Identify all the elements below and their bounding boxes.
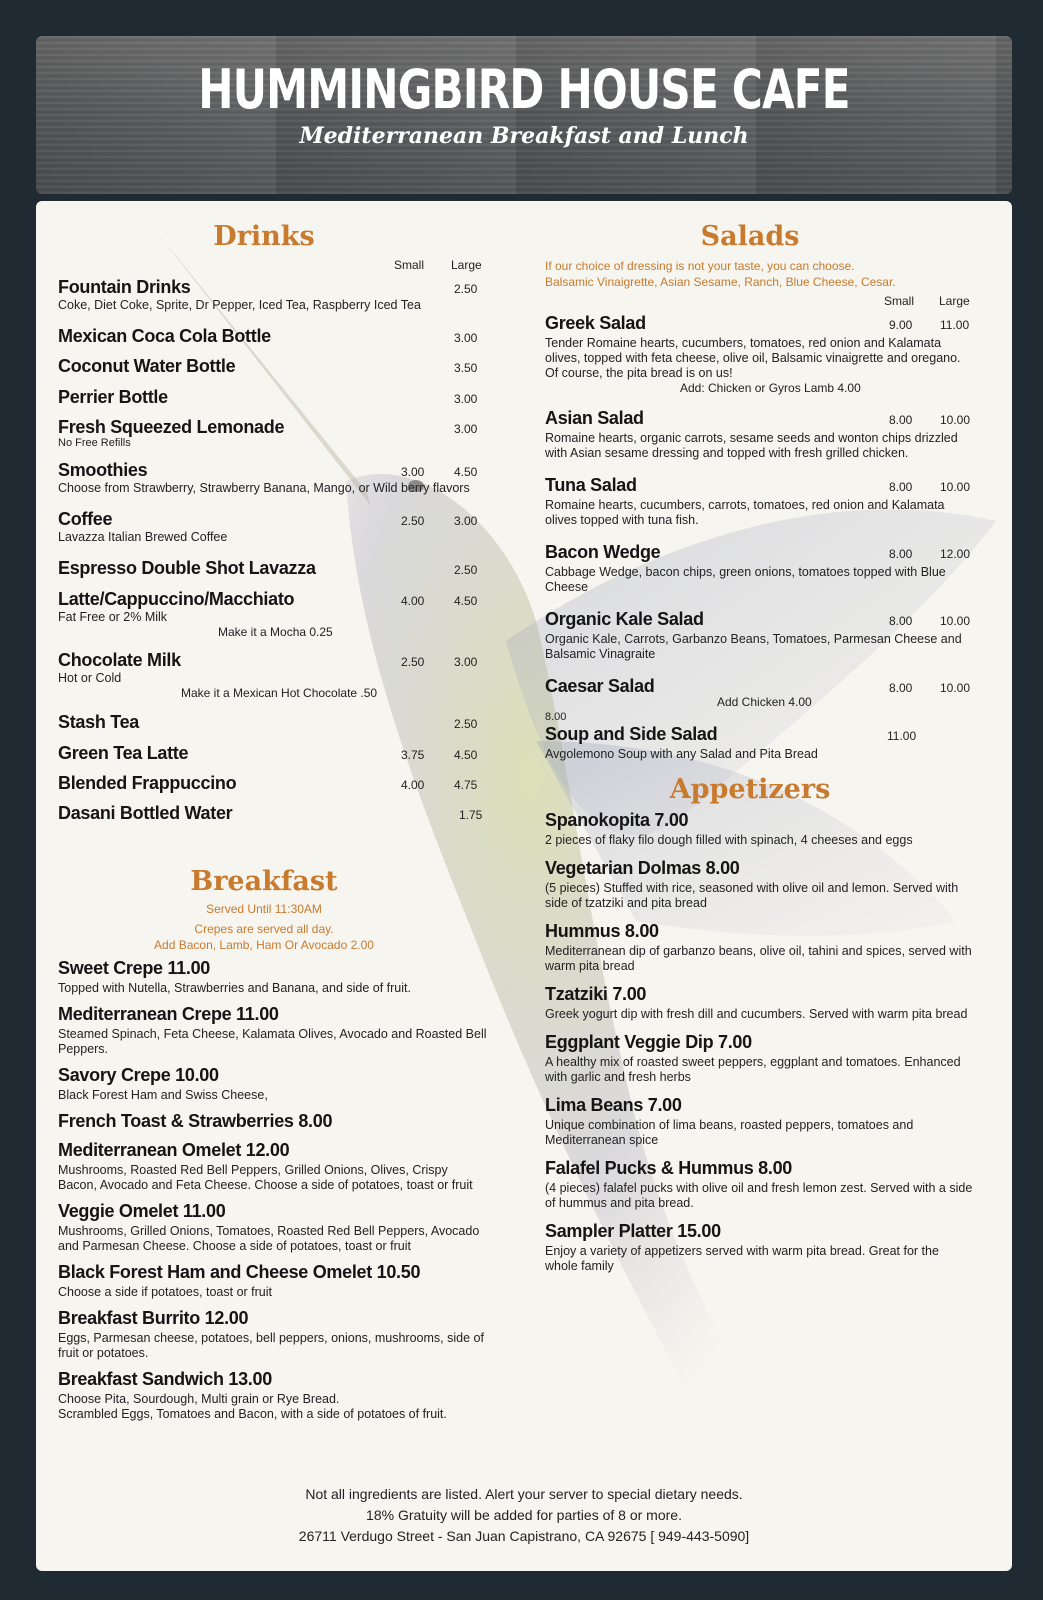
salad-price-large: 10.00: [940, 681, 971, 695]
salad-desc: Avgolemono Soup with any Salad and Pita Bread: [545, 747, 818, 761]
salad-item-soup: [545, 723, 975, 745]
breakfast-item-name: Breakfast Burrito 12.00: [58, 1308, 249, 1328]
salad-name: Asian Salad: [545, 408, 644, 428]
drink-price-large: 1.75: [459, 808, 483, 822]
drink-item-green-tea: [58, 742, 490, 772]
appetizer-list: [545, 809, 975, 1274]
breakfast-item-name: Mediterranean Crepe 11.00: [58, 1004, 279, 1024]
drink-price-large: 4.50: [454, 594, 478, 608]
drink-price-small: 3.00: [401, 465, 425, 479]
breakfast-note-addons: Add Bacon, Lamb, Ham Or Avocado 2.00: [154, 938, 374, 952]
salad-desc: Romaine hearts, cucumbers, carrots, tomatoes, red onion and Kalamata olives topped with tuna fish.: [545, 498, 945, 527]
appetizer-item-name: Sampler Platter 15.00: [545, 1221, 721, 1241]
drink-price-large: 3.00: [454, 331, 478, 345]
drink-desc: Coke, Diet Coke, Sprite, Dr Pepper, Iced Tea, Raspberry Iced Tea: [58, 298, 421, 312]
drink-price-large: 4.50: [454, 748, 478, 762]
salads-size-header: [545, 294, 975, 312]
appetizer-item-name: Vegetarian Dolmas 8.00: [545, 858, 740, 878]
size-small-label: Small: [884, 294, 915, 308]
drink-item-smoothies: [58, 459, 490, 481]
drink-item-frappuccino: [58, 772, 490, 802]
breakfast-item-name: Veggie Omelet 11.00: [58, 1201, 226, 1221]
footer-address: 26711 Verdugo Street - San Juan Capistrano, CA 92675 [ 949-443-5090]: [298, 1528, 750, 1544]
appetizer-item-name: Falafel Pucks & Hummus 8.00: [545, 1158, 793, 1178]
salad-item-asian: [545, 407, 975, 429]
appetizer-item-name: Lima Beans 7.00: [545, 1095, 682, 1115]
drink-price-large: 4.75: [454, 778, 478, 792]
breakfast-item-name: Black Forest Ham and Cheese Omelet 10.50: [58, 1262, 421, 1282]
drink-item-coconut: [58, 355, 490, 386]
salad-desc: Tender Romaine hearts, cucumbers, tomatoes, red onion and Kalamata olives, topped with feta cheese, olive oil, Balsamic vinaigrette and oregano. Of course, the pita bread is on us!: [545, 336, 961, 380]
drink-price-large: 3.00: [454, 655, 478, 669]
salad-name: Tuna Salad: [545, 475, 637, 495]
drink-name: Chocolate Milk: [58, 650, 181, 670]
drink-name: Perrier Bottle: [58, 387, 168, 407]
menu-header: [36, 36, 1012, 194]
drink-desc: Lavazza Italian Brewed Coffee: [58, 530, 228, 544]
salads-heading: Salads: [700, 221, 800, 252]
drink-item-stash-tea: [58, 711, 490, 742]
breakfast-note-crepes: Crepes are served all day.: [194, 922, 334, 936]
drink-name: Smoothies: [58, 460, 148, 480]
menu-footer: [36, 1484, 1012, 1547]
appetizer-item-desc: A healthy mix of roasted sweet peppers, eggplant and tomatoes. Enhanced with garlic and fresh herbs: [545, 1055, 961, 1084]
drink-price-large: 2.50: [454, 717, 478, 731]
size-large-label: Large: [939, 294, 970, 308]
salad-name: Bacon Wedge: [545, 542, 661, 562]
drink-item-chocolate-milk: [58, 649, 490, 671]
salad-stray-price: 8.00: [545, 711, 567, 723]
breakfast-item-desc: Steamed Spinach, Feta Cheese, Kalamata Olives, Avocado and Roasted Bell Peppers.: [58, 1027, 487, 1056]
breakfast-item-desc: Mushrooms, Grilled Onions, Tomatoes, Roasted Red Bell Peppers, Avocado and Parmesan Cheese. Choose a side of potatoes, toast or fruit: [58, 1224, 480, 1253]
breakfast-heading: Breakfast: [190, 866, 338, 897]
drink-desc: Choose from Strawberry, Strawberry Banana, Mango, or Wild berry flavors: [58, 481, 470, 495]
salad-price-small: 8.00: [889, 614, 913, 628]
right-column: [545, 221, 975, 1274]
salad-item-kale: [545, 608, 975, 630]
salad-price-small: 9.00: [889, 318, 913, 332]
breakfast-item-desc: Black Forest Ham and Swiss Cheese,: [58, 1088, 268, 1102]
footer-allergy-note: Not all ingredients are listed. Alert your server to special dietary needs.: [305, 1486, 743, 1502]
salad-name: Organic Kale Salad: [545, 609, 704, 629]
salad-price-small: 8.00: [889, 480, 913, 494]
breakfast-item-name: French Toast & Strawberries 8.00: [58, 1111, 333, 1131]
drink-addon: Make it a Mocha 0.25: [218, 625, 333, 639]
drink-name: Fountain Drinks: [58, 277, 191, 297]
salad-price: 11.00: [887, 729, 917, 743]
salad-item-tuna: [545, 474, 975, 496]
breakfast-item-desc: Choose a side if potatoes, toast or fruit: [58, 1285, 273, 1299]
drink-desc: Fat Free or 2% Milk: [58, 610, 168, 624]
salad-addon: Add: Chicken or Gyros Lamb 4.00: [680, 381, 861, 395]
appetizer-item-name: Eggplant Veggie Dip 7.00: [545, 1032, 752, 1052]
drink-price-small: 2.50: [401, 655, 425, 669]
size-large-label: Large: [451, 258, 482, 272]
drink-price-large: 3.00: [454, 514, 478, 528]
salad-addon: Add Chicken 4.00: [717, 695, 812, 709]
breakfast-note-hours: Served Until 11:30AM: [206, 902, 322, 916]
drink-name: Espresso Double Shot Lavazza: [58, 558, 316, 578]
appetizer-item-desc: Enjoy a variety of appetizers served with warm pita bread. Great for the whole family: [545, 1244, 939, 1273]
drink-item-latte: [58, 588, 490, 610]
salad-price-small: 8.00: [889, 413, 913, 427]
drink-name: Coffee: [58, 509, 113, 529]
drink-name: Fresh Squeezed Lemonade: [58, 417, 285, 437]
drink-desc: No Free Refills: [58, 437, 131, 449]
breakfast-item-name: Mediterranean Omelet 12.00: [58, 1140, 290, 1160]
drink-item-mexican-coke: [58, 325, 490, 355]
drink-name: Coconut Water Bottle: [58, 356, 236, 376]
breakfast-item-name: Savory Crepe 10.00: [58, 1065, 219, 1085]
drinks-size-header: [58, 258, 490, 276]
salad-name: Soup and Side Salad: [545, 724, 718, 744]
salad-name: Greek Salad: [545, 313, 646, 333]
drink-price-large: 3.00: [454, 422, 478, 436]
breakfast-item-name: Breakfast Sandwich 13.00: [58, 1369, 272, 1389]
drink-price-small: 4.00: [401, 594, 425, 608]
appetizer-item-name: Tzatziki 7.00: [545, 984, 647, 1004]
salad-item-bacon-wedge: [545, 541, 975, 563]
drink-desc: Hot or Cold: [58, 671, 122, 685]
appetizer-item-name: Hummus 8.00: [545, 921, 659, 941]
salad-price-large: 10.00: [940, 413, 971, 427]
drink-name: Dasani Bottled Water: [58, 803, 233, 823]
drink-price-small: 2.50: [401, 514, 425, 528]
salad-price-large: 11.00: [940, 318, 970, 332]
drink-item-perrier: [58, 386, 490, 416]
salad-name: Caesar Salad: [545, 676, 655, 696]
breakfast-item-desc: Choose Pita, Sourdough, Multi grain or Rye Bread. Scrambled Eggs, Tomatoes and Bacon, with a side of potatoes of fruit.: [58, 1392, 447, 1421]
salad-desc: Romaine hearts, organic carrots, sesame seeds and wonton chips drizzled with Asian sesame dressing and topped with fresh grilled chicken.: [545, 431, 958, 460]
appetizer-item-desc: (5 pieces) Stuffed with rice, seasoned with olive oil and lemon. Served with side of tzatziki and pita bread: [545, 881, 959, 910]
appetizer-item-desc: Unique combination of lima beans, roasted peppers, tomatoes and Mediterranean spice: [545, 1118, 914, 1147]
appetizers-heading: Appetizers: [669, 774, 831, 805]
drink-item-coffee: [58, 508, 490, 530]
drink-name: Green Tea Latte: [58, 743, 189, 763]
cafe-title: HUMMINGBIRD HOUSE CAFE: [198, 58, 850, 121]
salad-item-caesar: [545, 675, 975, 695]
appetizer-item-desc: Greek yogurt dip with fresh dill and cucumbers. Served with warm pita bread: [545, 1007, 968, 1021]
drink-price-large: 2.50: [454, 563, 478, 577]
appetizer-item-desc: 2 pieces of flaky filo dough filled with spinach, 4 cheeses and eggs: [545, 833, 913, 847]
breakfast-item-desc: Topped with Nutella, Strawberries and Banana, and side of fruit.: [58, 981, 411, 995]
drink-item-espresso: [58, 557, 490, 588]
breakfast-item-desc: Eggs, Parmesan cheese, potatoes, bell peppers, onions, mushrooms, side of fruit or potatoes.: [58, 1331, 484, 1360]
drink-price-large: 2.50: [454, 282, 478, 296]
salad-price-small: 8.00: [889, 547, 913, 561]
drink-price-large: 3.50: [454, 361, 478, 375]
breakfast-item-name: Sweet Crepe 11.00: [58, 958, 210, 978]
appetizer-item-name: Spanokopita 7.00: [545, 810, 689, 830]
drink-item-lemonade: [58, 416, 490, 436]
salad-price-large: 10.00: [940, 614, 971, 628]
salad-item-greek: [545, 312, 975, 334]
salad-desc: Organic Kale, Carrots, Garbanzo Beans, Tomatoes, Parmesan Cheese and Balsamic Vinagraite: [545, 632, 962, 661]
salads-dressing-options: Balsamic Vinaigrette, Asian Sesame, Ranch, Blue Cheese, Cesar.: [545, 275, 896, 289]
breakfast-item-desc: Mushrooms, Roasted Red Bell Peppers, Grilled Onions, Olives, Crispy Bacon, Avocado and Feta Cheese. Choose a side of potatoes, toast or fruit: [58, 1163, 473, 1192]
footer-gratuity-note: 18% Gratuity will be added for parties of 8 or more.: [366, 1507, 682, 1523]
menu-panel: [36, 201, 1012, 1571]
salad-price-small: 8.00: [889, 681, 913, 695]
salad-price-large: 10.00: [940, 480, 971, 494]
appetizer-item-desc: Mediterranean dip of garbanzo beans, olive oil, tahini and spices, served with warm pita bread: [545, 944, 972, 973]
size-small-label: Small: [394, 258, 425, 272]
drink-item-fountain: [58, 276, 490, 298]
drink-name: Mexican Coca Cola Bottle: [58, 326, 271, 346]
drink-price-small: 4.00: [401, 778, 425, 792]
salad-desc: Cabbage Wedge, bacon chips, green onions, tomatoes topped with Blue Cheese: [545, 565, 946, 594]
drink-item-dasani: [58, 802, 490, 832]
drink-name: Blended Frappuccino: [58, 773, 237, 793]
drink-price-large: 4.50: [454, 465, 478, 479]
appetizer-item-desc: (4 pieces) falafel pucks with olive oil and fresh lemon zest. Served with a side of hummus and pita bread.: [545, 1181, 973, 1210]
drink-price-large: 3.00: [454, 392, 478, 406]
drink-name: Stash Tea: [58, 712, 139, 732]
breakfast-list: [58, 957, 490, 1422]
left-column: [58, 221, 490, 1422]
drink-addon: Make it a Mexican Hot Chocolate .50: [181, 686, 378, 700]
drink-price-small: 3.75: [401, 748, 425, 762]
drinks-heading: Drinks: [213, 221, 315, 252]
salads-dressing-note: If our choice of dressing is not your taste, you can choose.: [545, 259, 855, 273]
salad-price-large: 12.00: [940, 547, 971, 561]
drink-name: Latte/Cappuccino/Macchiato: [58, 589, 295, 609]
cafe-tagline: Mediterranean Breakfast and Lunch: [299, 123, 749, 149]
